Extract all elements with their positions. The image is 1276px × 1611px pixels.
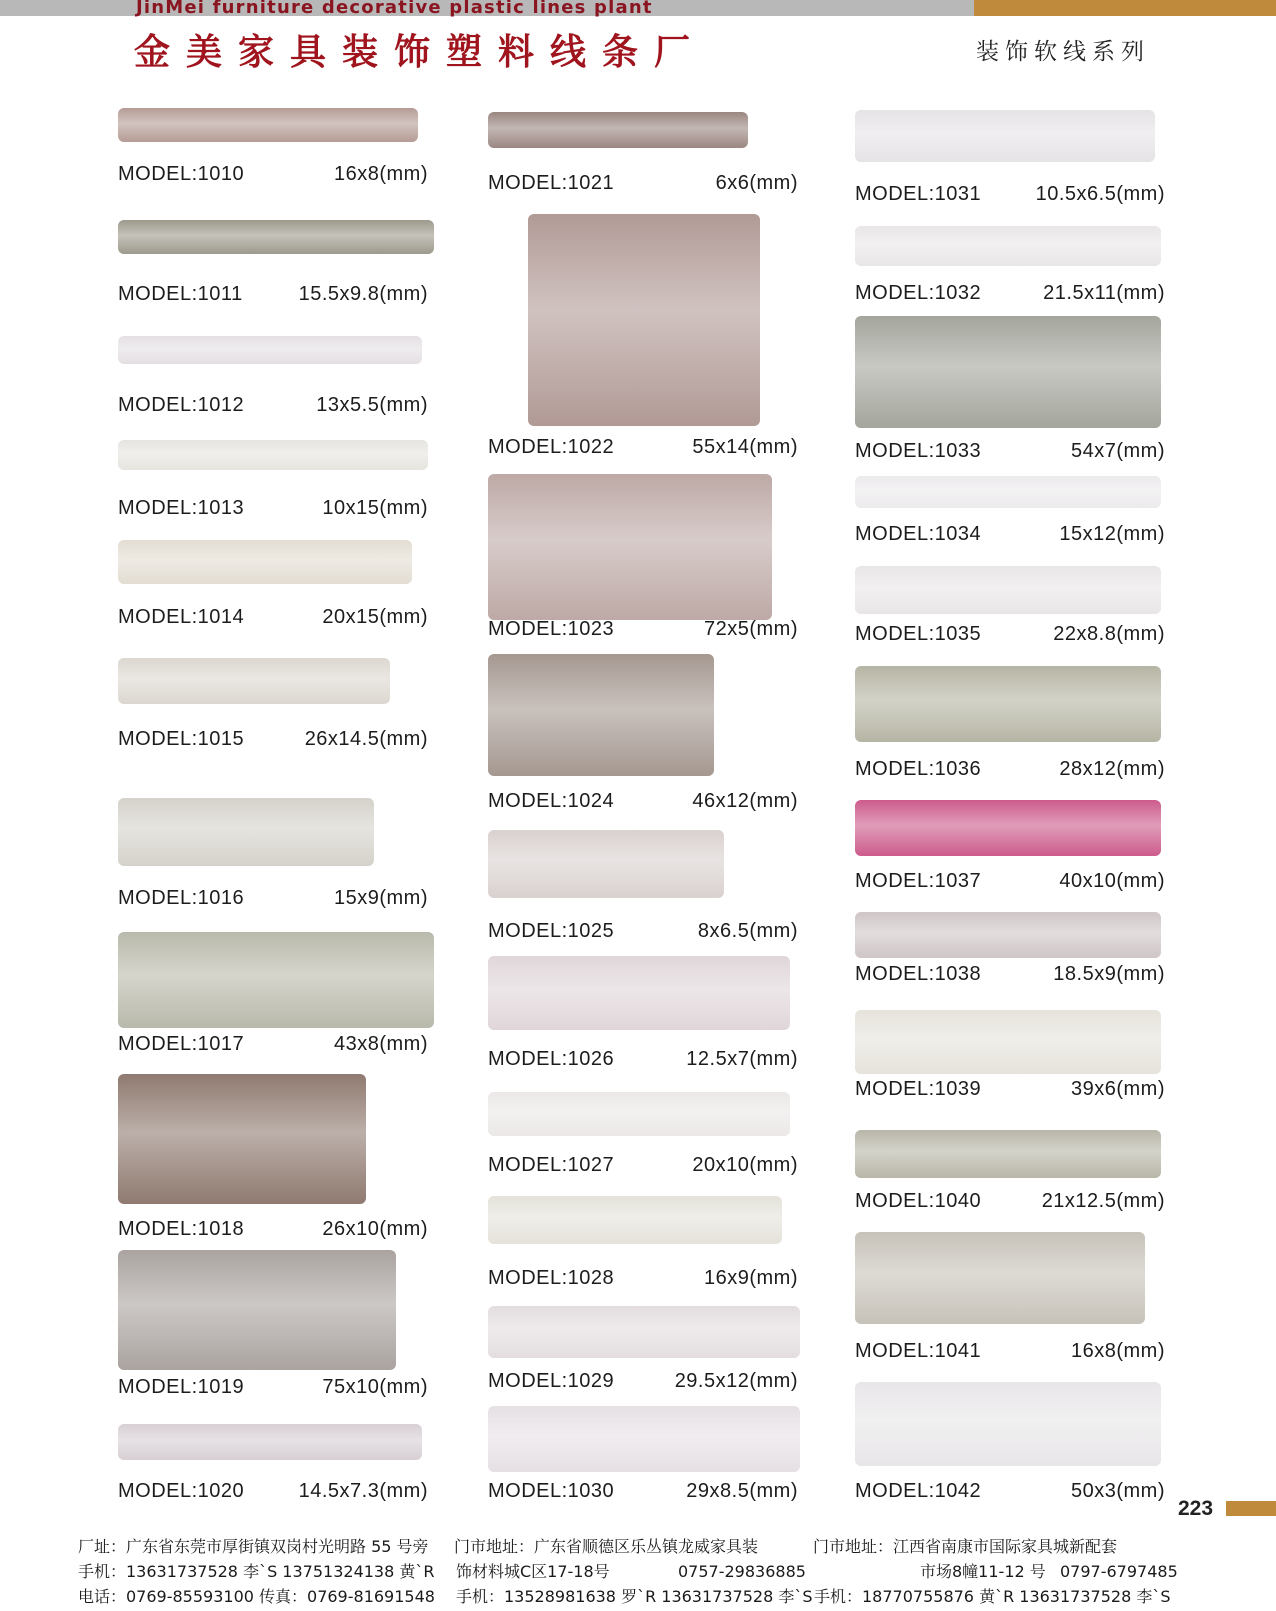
molding-sample-image <box>855 476 1161 508</box>
molding-sample-image <box>855 226 1161 266</box>
model-label <box>488 1480 798 1506</box>
molding-sample-image <box>855 666 1161 742</box>
mobile-contacts-3: 手机：18770755876 黄`R 13631737528 李`S <box>814 1587 1171 1606</box>
model-size: 43x8(mm) <box>333 1033 428 1055</box>
model-size: 18.5x9(mm) <box>1053 963 1165 985</box>
model-label <box>118 163 428 189</box>
model-number: MODEL:1032 <box>855 282 982 304</box>
contact-footer <box>78 1534 1268 1609</box>
model-size: 75x10(mm) <box>322 1376 428 1398</box>
molding-sample-image <box>488 1092 790 1136</box>
model-number: MODEL:1015 <box>118 728 245 750</box>
model-number: MODEL:1010 <box>118 163 245 185</box>
model-size: 16x9(mm) <box>703 1267 798 1289</box>
model-number: MODEL:1011 <box>118 283 243 305</box>
model-number: MODEL:1034 <box>855 523 982 545</box>
model-size: 6x6(mm) <box>715 172 798 194</box>
mobile-contacts-1: 手机：13631737528 李`S 13751324138 黄`R <box>78 1562 435 1581</box>
model-label <box>488 618 798 644</box>
model-number: MODEL:1013 <box>118 497 245 519</box>
molding-sample-image <box>488 654 714 776</box>
model-size: 21.5x11(mm) <box>1043 282 1165 304</box>
model-label <box>855 758 1165 784</box>
model-label <box>118 497 428 523</box>
model-label <box>488 790 798 816</box>
molding-sample-image <box>118 220 434 254</box>
molding-sample-image <box>118 440 428 470</box>
model-size: 26x14.5(mm) <box>304 728 428 750</box>
model-size: 14.5x7.3(mm) <box>298 1480 428 1502</box>
model-number: MODEL:1033 <box>855 440 982 462</box>
molding-sample-image <box>488 956 790 1030</box>
model-label <box>488 1048 798 1074</box>
molding-sample-image <box>855 800 1161 856</box>
molding-sample-image <box>488 474 772 620</box>
molding-sample-image <box>528 214 760 426</box>
molding-sample-image <box>488 1306 800 1358</box>
molding-sample-image <box>855 566 1161 614</box>
store2-phone: 0797-6797485 <box>1060 1562 1178 1581</box>
molding-sample-image <box>855 1130 1161 1178</box>
molding-sample-image <box>855 1010 1161 1074</box>
molding-sample-image <box>118 336 422 364</box>
model-size: 10x15(mm) <box>322 497 428 519</box>
model-label <box>488 1154 798 1180</box>
model-size: 40x10(mm) <box>1059 870 1165 892</box>
model-number: MODEL:1028 <box>488 1267 615 1289</box>
store1-address: 门市地址：广东省顺德区乐丛镇龙威家具装 <box>454 1537 759 1556</box>
model-size: 29x8.5(mm) <box>686 1480 798 1502</box>
factory-address: 厂址：广东省东莞市厚街镇双岗村光明路 55 号旁 <box>78 1537 429 1556</box>
english-title: JinMei furniture decorative plastic lines plant <box>136 0 653 18</box>
model-size: 12.5x7(mm) <box>686 1048 798 1070</box>
model-number: MODEL:1030 <box>488 1480 615 1502</box>
model-number: MODEL:1023 <box>488 618 615 640</box>
model-label <box>118 1218 428 1244</box>
molding-sample-image <box>118 658 390 704</box>
model-label <box>855 623 1165 649</box>
model-size: 72x5(mm) <box>703 618 798 640</box>
model-size: 22x8.8(mm) <box>1053 623 1165 645</box>
chinese-title: 金美家具装饰塑料线条厂 <box>134 32 707 73</box>
store2-address-line2: 市场8幢11-12 号 <box>920 1562 1046 1581</box>
model-number: MODEL:1012 <box>118 394 245 416</box>
store1-phone: 0757-29836885 <box>678 1562 806 1581</box>
molding-sample-image <box>855 316 1161 428</box>
molding-sample-image <box>118 108 418 142</box>
model-number: MODEL:1029 <box>488 1370 615 1392</box>
model-number: MODEL:1017 <box>118 1033 245 1055</box>
page-number-accent <box>1226 1501 1276 1516</box>
model-label <box>118 887 428 913</box>
model-size: 8x6.5(mm) <box>697 920 798 942</box>
model-label <box>855 1190 1165 1216</box>
model-label <box>855 1340 1165 1366</box>
model-number: MODEL:1022 <box>488 436 615 458</box>
model-size: 54x7(mm) <box>1070 440 1165 462</box>
model-size: 15.5x9.8(mm) <box>298 283 428 305</box>
model-label <box>855 282 1165 308</box>
model-number: MODEL:1038 <box>855 963 982 985</box>
model-number: MODEL:1035 <box>855 623 982 645</box>
model-size: 26x10(mm) <box>322 1218 428 1240</box>
model-number: MODEL:1036 <box>855 758 982 780</box>
molding-sample-image <box>488 1406 800 1472</box>
model-size: 29.5x12(mm) <box>674 1370 798 1392</box>
model-label <box>855 440 1165 466</box>
molding-sample-image <box>118 1424 422 1460</box>
model-label <box>855 523 1165 549</box>
model-number: MODEL:1031 <box>855 183 982 205</box>
model-size: 28x12(mm) <box>1059 758 1165 780</box>
model-label <box>855 870 1165 896</box>
model-size: 55x14(mm) <box>692 436 798 458</box>
model-number: MODEL:1042 <box>855 1480 982 1502</box>
molding-sample-image <box>855 912 1161 958</box>
model-label <box>118 1480 428 1506</box>
model-label <box>855 1078 1165 1104</box>
page-number: 223 <box>1178 1497 1214 1520</box>
model-size: 20x10(mm) <box>692 1154 798 1176</box>
model-size: 50x3(mm) <box>1070 1480 1165 1502</box>
model-label <box>488 436 798 462</box>
model-label <box>488 1370 798 1396</box>
model-size: 39x6(mm) <box>1070 1078 1165 1100</box>
model-number: MODEL:1021 <box>488 172 615 194</box>
model-number: MODEL:1019 <box>118 1376 245 1398</box>
model-size: 20x15(mm) <box>322 606 428 628</box>
model-size: 15x12(mm) <box>1059 523 1165 545</box>
model-label <box>488 920 798 946</box>
model-number: MODEL:1025 <box>488 920 615 942</box>
molding-sample-image <box>118 1250 396 1370</box>
header-accent-bar <box>974 0 1276 16</box>
model-number: MODEL:1040 <box>855 1190 982 1212</box>
molding-sample-image <box>118 540 412 584</box>
model-size: 21x12.5(mm) <box>1041 1190 1165 1212</box>
model-size: 15x9(mm) <box>333 887 428 909</box>
molding-sample-image <box>488 112 748 148</box>
store2-address: 门市地址：江西省南康市国际家具城新配套 <box>813 1537 1118 1556</box>
molding-sample-image <box>118 798 374 866</box>
model-number: MODEL:1041 <box>855 1340 982 1362</box>
model-label <box>855 183 1165 209</box>
model-number: MODEL:1016 <box>118 887 245 909</box>
model-label <box>118 606 428 632</box>
model-number: MODEL:1039 <box>855 1078 982 1100</box>
model-label <box>488 172 798 198</box>
model-label <box>118 283 428 309</box>
molding-sample-image <box>855 1382 1161 1466</box>
molding-sample-image <box>118 1074 366 1204</box>
model-label <box>855 963 1165 989</box>
model-number: MODEL:1024 <box>488 790 615 812</box>
molding-sample-image <box>855 1232 1145 1324</box>
series-title: 装饰软线系列 <box>976 39 1150 65</box>
model-label <box>118 1033 428 1059</box>
model-number: MODEL:1014 <box>118 606 245 628</box>
molding-sample-image <box>488 830 724 898</box>
model-label <box>118 728 428 754</box>
store1-address-line2: 饰材料城C区17-18号 <box>456 1562 610 1581</box>
model-label <box>118 1376 428 1402</box>
model-label <box>855 1480 1165 1506</box>
model-number: MODEL:1026 <box>488 1048 615 1070</box>
model-label <box>118 394 428 420</box>
model-size: 16x8(mm) <box>1070 1340 1165 1362</box>
model-number: MODEL:1037 <box>855 870 982 892</box>
mobile-contacts-2: 手机：13528981638 罗`R 13631737528 李`S <box>456 1587 813 1606</box>
molding-sample-image <box>488 1196 782 1244</box>
model-label <box>488 1267 798 1293</box>
model-size: 10.5x6.5(mm) <box>1035 183 1165 205</box>
model-size: 13x5.5(mm) <box>316 394 428 416</box>
molding-sample-image <box>118 932 434 1028</box>
model-number: MODEL:1020 <box>118 1480 245 1502</box>
model-number: MODEL:1018 <box>118 1218 245 1240</box>
tel-fax: 电话：0769-85593100 传真：0769-81691548 <box>78 1587 435 1606</box>
molding-sample-image <box>855 110 1155 162</box>
model-size: 46x12(mm) <box>692 790 798 812</box>
model-size: 16x8(mm) <box>333 163 428 185</box>
model-number: MODEL:1027 <box>488 1154 615 1176</box>
